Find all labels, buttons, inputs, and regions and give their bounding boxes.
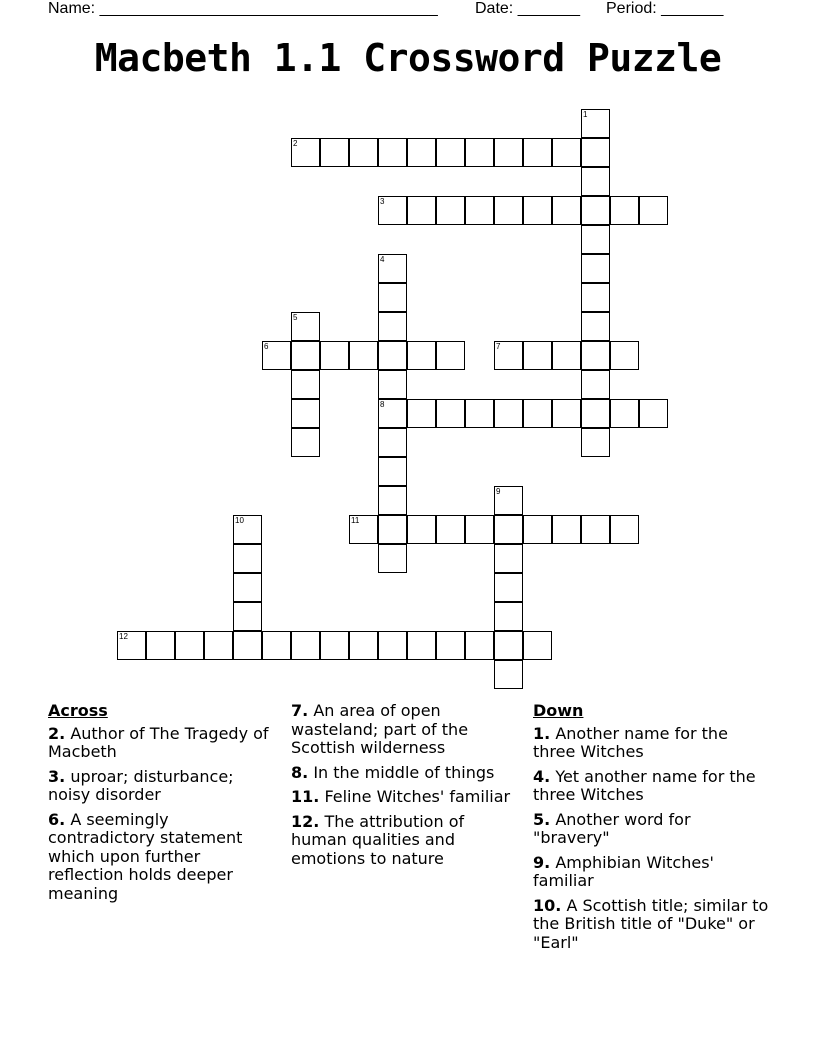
grid-cell[interactable]: [465, 196, 494, 225]
grid-cell[interactable]: [581, 370, 610, 399]
clue-item: [48, 811, 280, 904]
grid-cell[interactable]: [320, 138, 349, 167]
grid-cell[interactable]: [581, 399, 610, 428]
grid-cell[interactable]: [552, 196, 581, 225]
grid-cell[interactable]: [610, 515, 639, 544]
clue-item: [533, 897, 769, 953]
clue-item: [291, 764, 517, 783]
clue-text: Author of The Tragedy of Macbeth: [48, 723, 269, 761]
grid-cell[interactable]: [204, 631, 233, 660]
clue-item: [48, 725, 280, 762]
grid-cell[interactable]: [581, 515, 610, 544]
grid-cell[interactable]: [639, 196, 668, 225]
grid-cell[interactable]: [436, 399, 465, 428]
clue-number: 4: [380, 255, 385, 264]
grid-cell[interactable]: [378, 196, 407, 225]
clue-num: 9.: [533, 852, 551, 872]
grid-cell[interactable]: [378, 370, 407, 399]
clue-number: 6: [264, 342, 269, 351]
grid-cell[interactable]: [523, 631, 552, 660]
grid-cell[interactable]: [407, 515, 436, 544]
grid-cell[interactable]: [581, 225, 610, 254]
grid-cell[interactable]: [494, 544, 523, 573]
grid-cell[interactable]: [581, 283, 610, 312]
grid-cell[interactable]: [552, 138, 581, 167]
grid-cell[interactable]: [378, 544, 407, 573]
grid-cell[interactable]: [233, 544, 262, 573]
grid-cell[interactable]: [494, 196, 523, 225]
grid-cell[interactable]: [291, 312, 320, 341]
clue-number: 9: [496, 487, 501, 496]
clue-number: 2: [293, 139, 298, 148]
page-title: Macbeth 1.1 Crossword Puzzle: [94, 36, 722, 80]
grid-cell[interactable]: [494, 341, 523, 370]
clue-num: 11.: [291, 787, 320, 806]
grid-cell[interactable]: [378, 283, 407, 312]
clue-item: [533, 768, 769, 805]
clue-num: 4.: [533, 766, 551, 786]
grid-cell[interactable]: [407, 138, 436, 167]
grid-cell[interactable]: [581, 167, 610, 196]
grid-cell[interactable]: [494, 573, 523, 602]
grid-cell[interactable]: [349, 515, 378, 544]
clue-item: [533, 725, 769, 762]
clue-number: 10: [235, 516, 244, 525]
grid-cell[interactable]: [407, 341, 436, 370]
grid-cell[interactable]: [610, 341, 639, 370]
grid-cell[interactable]: [523, 341, 552, 370]
grid-cell[interactable]: [552, 515, 581, 544]
grid-cell[interactable]: [291, 631, 320, 660]
down-heading: Down: [533, 701, 584, 720]
grid-cell[interactable]: [378, 457, 407, 486]
across-clues-continued: [291, 702, 517, 874]
clue-item: [291, 788, 517, 807]
clue-item: [533, 811, 769, 848]
grid-cell[interactable]: [436, 196, 465, 225]
clue-item: [48, 768, 280, 805]
grid-cell[interactable]: [494, 660, 523, 689]
grid-cell[interactable]: [291, 370, 320, 399]
clue-num: 2.: [48, 723, 66, 743]
grid-cell[interactable]: [494, 515, 523, 544]
grid-cell[interactable]: [233, 631, 262, 660]
clue-number: 12: [119, 632, 128, 641]
clue-text: An area of open wasteland; part of the Scottish wilderness: [291, 701, 469, 757]
grid-cell[interactable]: [233, 602, 262, 631]
clue-item: [291, 702, 517, 758]
across-heading: Across: [48, 701, 108, 720]
grid-cell[interactable]: [378, 312, 407, 341]
grid-cell[interactable]: [378, 254, 407, 283]
grid-cell[interactable]: [494, 486, 523, 515]
across-clues: [48, 702, 280, 909]
clue-text: Yet another name for the three Witches: [533, 766, 756, 804]
grid-cell[interactable]: [494, 399, 523, 428]
clue-text: Amphibian Witches' familiar: [533, 852, 714, 890]
down-clues: [533, 702, 769, 958]
grid-cell[interactable]: [552, 399, 581, 428]
grid-cell[interactable]: [523, 138, 552, 167]
grid-cell[interactable]: [233, 573, 262, 602]
grid-cell[interactable]: [581, 109, 610, 138]
clue-number: 3: [380, 197, 385, 206]
grid-cell[interactable]: [233, 515, 262, 544]
grid-cell[interactable]: [523, 515, 552, 544]
name-field-label[interactable]: Name: ______________________________________: [48, 0, 438, 17]
clue-num: 7.: [291, 701, 309, 720]
clue-text: A seemingly contradictory statement which upon further reflection holds deeper meaning: [48, 809, 243, 903]
grid-cell[interactable]: [378, 399, 407, 428]
grid-cell[interactable]: [494, 138, 523, 167]
grid-cell[interactable]: [117, 631, 146, 660]
grid-cell[interactable]: [262, 631, 291, 660]
grid-cell[interactable]: [610, 196, 639, 225]
grid-cell[interactable]: [320, 341, 349, 370]
grid-cell[interactable]: [581, 254, 610, 283]
grid-cell[interactable]: [465, 399, 494, 428]
grid-cell[interactable]: [639, 399, 668, 428]
grid-cell[interactable]: [581, 312, 610, 341]
grid-cell[interactable]: [494, 631, 523, 660]
grid-cell[interactable]: [175, 631, 204, 660]
grid-cell[interactable]: [494, 602, 523, 631]
grid-cell[interactable]: [378, 631, 407, 660]
clue-num: 6.: [48, 809, 66, 829]
grid-cell[interactable]: [436, 515, 465, 544]
grid-cell[interactable]: [552, 341, 581, 370]
clue-number: 11: [351, 516, 360, 525]
clue-number: 7: [496, 342, 501, 351]
clue-text: In the middle of things: [313, 762, 495, 782]
grid-cell[interactable]: [581, 341, 610, 370]
clue-text: Another name for the three Witches: [533, 723, 728, 761]
clue-text: Another word for "bravery": [533, 809, 691, 847]
clue-text: Feline Witches' familiar: [324, 787, 511, 806]
clue-item: [291, 813, 517, 869]
clue-num: 8.: [291, 762, 309, 782]
grid-cell[interactable]: [349, 341, 378, 370]
grid-cell[interactable]: [407, 631, 436, 660]
grid-cell[interactable]: [378, 341, 407, 370]
date-field-label[interactable]: Date: _______: [475, 0, 580, 17]
clue-number: 1: [583, 110, 588, 119]
clue-num: 5.: [533, 809, 551, 829]
grid-cell[interactable]: [465, 631, 494, 660]
grid-cell[interactable]: [320, 631, 349, 660]
grid-cell[interactable]: [291, 428, 320, 457]
grid-cell[interactable]: [378, 138, 407, 167]
clue-num: 12.: [291, 811, 320, 831]
grid-cell[interactable]: [291, 341, 320, 370]
grid-cell[interactable]: [465, 138, 494, 167]
grid-cell[interactable]: [349, 631, 378, 660]
clue-text: The attribution of human qualities and emotions to nature: [291, 811, 465, 868]
grid-cell[interactable]: [436, 138, 465, 167]
clue-num: 3.: [48, 766, 66, 786]
grid-cell[interactable]: [436, 631, 465, 660]
grid-cell[interactable]: [581, 428, 610, 457]
grid-cell[interactable]: [523, 399, 552, 428]
grid-cell[interactable]: [378, 428, 407, 457]
grid-cell[interactable]: [581, 196, 610, 225]
grid-cell[interactable]: [349, 138, 378, 167]
clue-num: 1.: [533, 723, 551, 743]
clue-text: A Scottish title; similar to the British title of "Duke" or "Earl": [533, 895, 769, 952]
grid-cell[interactable]: [291, 138, 320, 167]
grid-cell[interactable]: [407, 399, 436, 428]
clue-number: 5: [293, 313, 298, 322]
clue-item: [533, 854, 769, 891]
grid-cell[interactable]: [378, 486, 407, 515]
period-field-label[interactable]: Period: _______: [606, 0, 724, 17]
clue-text: uproar; disturbance; noisy disorder: [48, 766, 234, 804]
grid-cell[interactable]: [436, 341, 465, 370]
grid-cell[interactable]: [146, 631, 175, 660]
grid-cell[interactable]: [610, 399, 639, 428]
grid-cell[interactable]: [581, 138, 610, 167]
grid-cell[interactable]: [465, 515, 494, 544]
clue-number: 8: [380, 400, 385, 409]
grid-cell[interactable]: [262, 341, 291, 370]
grid-cell[interactable]: [523, 196, 552, 225]
grid-cell[interactable]: [378, 515, 407, 544]
grid-cell[interactable]: [291, 399, 320, 428]
clue-num: 10.: [533, 895, 562, 915]
grid-cell[interactable]: [407, 196, 436, 225]
